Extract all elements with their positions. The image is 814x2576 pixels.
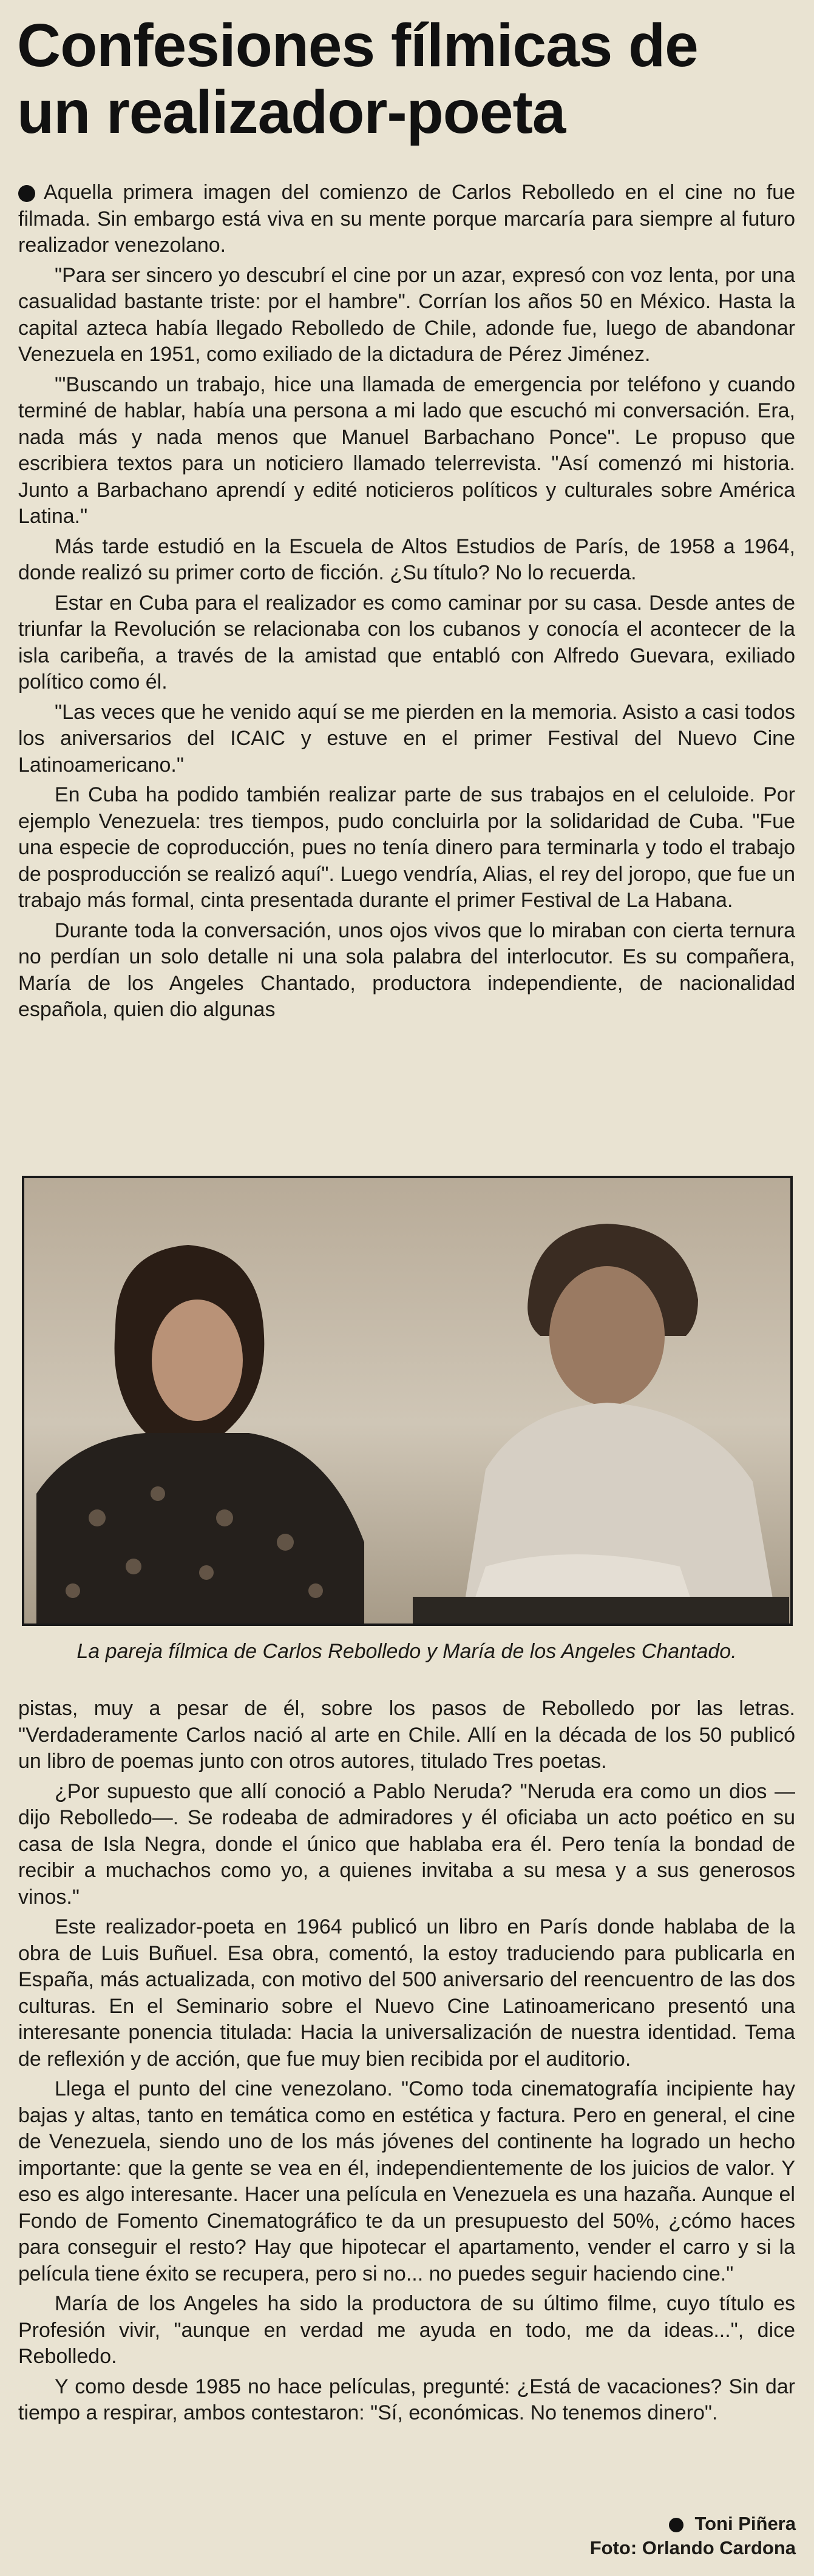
paragraph: "Para ser sincero yo descubrí el cine por un azar, expresó con voz lenta, por una casualidad bastante triste: por el hambre". Corrían los años 50 en México. Hasta la capital azteca había llegado Rebolledo de Chile, adonde fue, luego de abandonar Venezuela en 1951, como exiliado de la dictadura de Pérez Jiménez. — [18, 263, 795, 366]
headline — [17, 12, 794, 146]
paragraph: En Cuba ha podido también realizar parte de sus trabajos en el celuloide. Por ejemplo Venezuela: tres tiempos, pudo concluirla por la solidaridad de Cuba. "Fue una especie de coproducción, pues no tenía dinero para terminarla y todo el trabajo de posproducción se realizó aquí". Luego vendría, Alias, el rey del joropo, que fue un trabajo más formal, cinta presentada durante el primer Festival de La Habana. — [18, 783, 795, 912]
paragraph: "Las veces que he venido aquí se me pierden en la memoria. Asisto a casi todos los aniversarios del ICAIC y estuve en el primer Festival del Nuevo Cine Latinoamericano." — [18, 700, 795, 777]
article-body-part-1 — [18, 180, 795, 1138]
paragraph: Este realizador-poeta en 1964 publicó un libro en París donde hablaba de la obra de Luis Buñuel. Esa obra, comentó, la estoy traduciendo para publicarla en España, más actualizada, con motivo del 500 aniversario del reencuentro de las dos culturas. En el Seminario sobre el Nuevo Cine Latinoamericano presentó una interesante ponencia titulada: Hacia la universalización de nuestra identidad. Tema de reflexión y de acción, que fue muy bien recibida por el auditorio. — [18, 1915, 795, 2071]
photo — [22, 1176, 793, 1626]
paragraph: Estar en Cuba para el realizador es como caminar por su casa. Desde antes de triunfar la Revolución se relacionaba con los cubanos y conocía el acontecer de la isla caribeña, a través de la amistad que entabló con Alfredo Guevara, exiliado político como él. — [18, 591, 795, 693]
headline-line-1: Confesiones fílmicas de — [17, 12, 698, 79]
byline-photo-credit: Foto: Orlando Cardona — [589, 2537, 796, 2558]
paragraph: ¿Por supuesto que allí conoció a Pablo Neruda? "Neruda era como un dios —dijo Rebolledo—. Se rodeaba de admiradores y él oficiaba un acto poético en su casa de Isla Negra, donde el único que hablaba era él. Pero tenía la bondad de recibir a muchachos como yo, a quienes invitaba a su mesa y a sus generosos vinos." — [18, 1779, 795, 1909]
bullet-icon — [18, 185, 35, 202]
photo-caption: La pareja fílmica de Carlos Rebolledo y María de los Angeles Chantado. — [76, 1640, 737, 1663]
bullet-icon — [669, 2518, 683, 2532]
paragraph: pistas, muy a pesar de él, sobre los pasos de Rebolledo por las letras. "Verdaderamente Carlos nació al arte en Chile. Allí en la década de los 50 publicó un libro de poemas junto con otros autores, titulado Tres poetas. — [18, 1697, 795, 1773]
paragraph: "'Buscando un trabajo, hice una llamada de emergencia por teléfono y cuando terminé de hablar, había una persona a mi lado que escuchó mi conversación. Era, nada más y nada menos que Manuel Barbachano Ponce". Le propuso que escribiera textos para un noticiero llamado telerrevista. "Así comenzó mi historia. Junto a Barbachano aprendí y edité noticieros políticos y culturales sobre América Latina." — [18, 373, 795, 528]
article-body-part-2 — [18, 1696, 795, 2503]
byline — [590, 2512, 796, 2560]
headline-line-2: un realizador-poeta — [17, 78, 566, 146]
paragraph: Y como desde 1985 no hace películas, pregunté: ¿Está de vacaciones? Sin dar tiempo a respirar, ambos contestaron: "Sí, económicas. No tenemos dinero". — [18, 2375, 795, 2424]
paragraph: Llega el punto del cine venezolano. "Como toda cinematografía incipiente hay bajas y altas, tanto en temática como en estética y factura. Pero en general, el cine de Venezuela, siendo uno de los más jóvenes del continente ha logrado un hecho importante: que la gente se vea en él, independientemente de los juicios de valor. Y eso es algo interesante. Hacer una película en Venezuela es una hazaña. Aunque el Fondo de Fomento Cinematográfico te da un presupuesto del 50%, ¿cómo haces para conseguir el resto? Hay que hipotecar el apartamento, vender el carro y si la película tiene éxito se recupera, pero si no... no puedes seguir haciendo cine." — [18, 2077, 795, 2285]
paragraph: Aquella primera imagen del comienzo de Carlos Rebolledo en el cine no fue filmada. Sin embargo está viva en su mente porque marcaría para siempre al futuro realizador venezolano. — [18, 181, 795, 257]
paragraph: María de los Angeles ha sido la productora de su último filme, cuyo título es Profesión vivir, "aunque en verdad me ayuda en todo, me da ideas...", dice Rebolledo. — [18, 2292, 795, 2368]
byline-author: Toni Piñera — [590, 2512, 796, 2536]
paragraph: Más tarde estudió en la Escuela de Altos Estudios de París, de 1958 a 1964, donde realizó su primer corto de ficción. ¿Su título? No lo recuerda. — [18, 534, 795, 584]
photo-couple-image — [24, 1178, 790, 1623]
paragraph: Durante toda la conversación, unos ojos vivos que lo miraban con cierta ternura no perdían un solo detalle ni una sola palabra del interlocutor. Es su compañera, María de los Angeles Chantado, productora independiente, de nacionalidad española, quien dio algunas — [18, 919, 795, 1021]
